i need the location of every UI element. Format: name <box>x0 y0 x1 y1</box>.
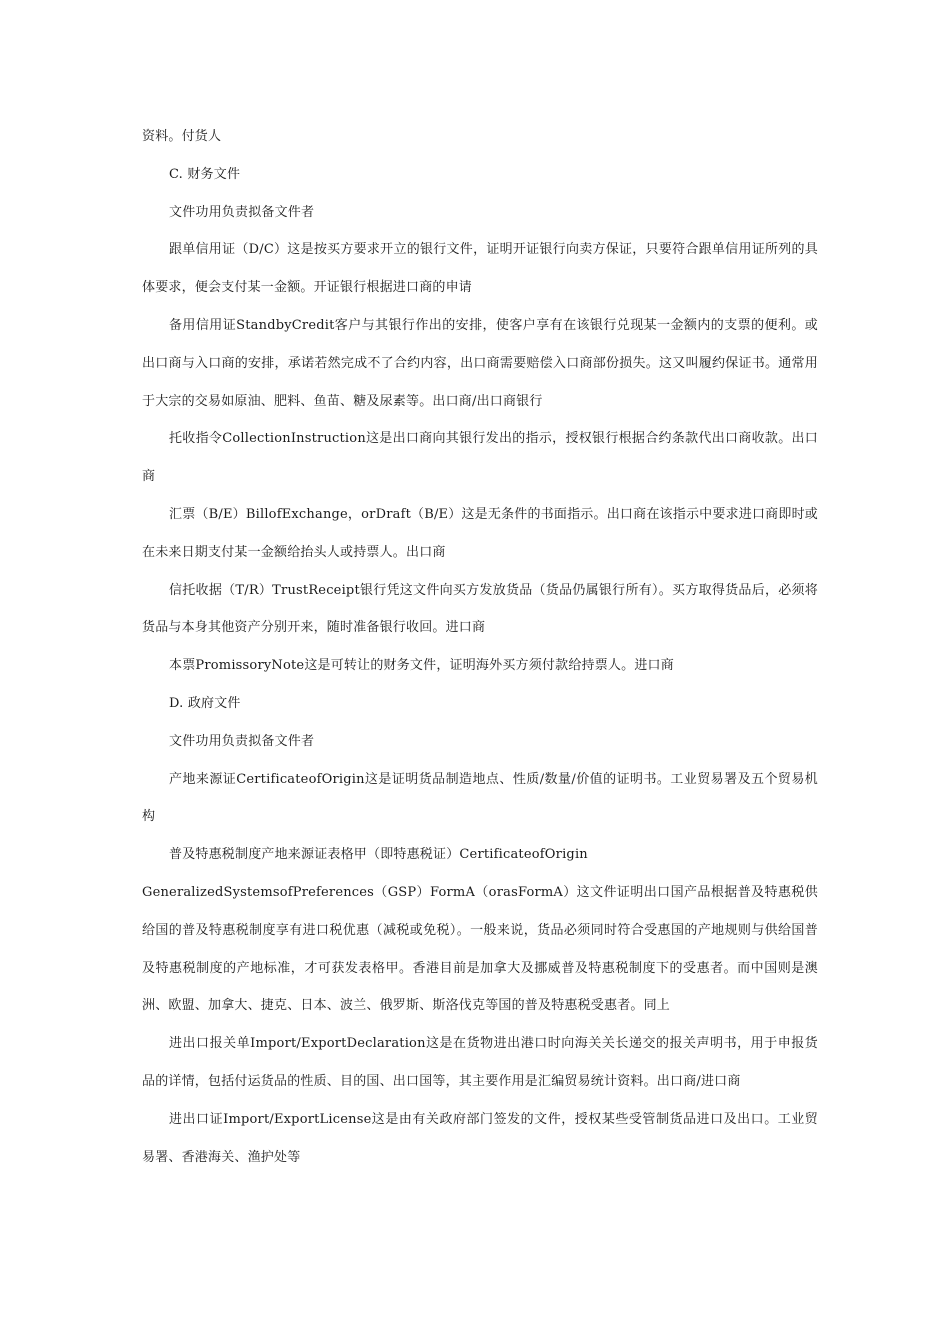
paragraph-documentary-credit: 跟单信用证（D/C）这是按买方要求开立的银行文件，证明开证银行向卖方保证，只要符合跟单信用证所列的具体要求，便会支付某一金额。开证银行根据进口商的申请 <box>142 242 818 296</box>
paragraph-standby-credit: 备用信用证StandbyCredit客户与其银行作出的安排，使客户享有在该银行兑现某一金额内的支票的便利。或出口商与入口商的安排，承诺若然完成不了合约内容，出口商需要赔偿入口商部份损失。这又叫履约保证书。通常用于大宗的交易如原油、肥料、鱼苗、糖及尿素等。出口商/出口商银行 <box>142 317 818 409</box>
paragraph-trust-receipt: 信托收据（T/R）TrustReceipt银行凭这文件向买方发放货品（货品仍属银行所有）。买方取得货品后，必须将货品与本身其他资产分别开来，随时准备银行收回。进口商 <box>142 582 818 636</box>
table-header-government: 文件功用负责拟备文件者 <box>169 733 315 749</box>
paragraph-certificate-of-origin: 产地来源证CertificateofOrigin这是证明货品制造地点、性质/数量/价值的证明书。工业贸易署及五个贸易机构 <box>142 771 818 825</box>
paragraph-import-export-license: 进出口证Import/ExportLicense这是由有关政府部门签发的文件，授权某些受管制货品进口及出口。工业贸易署、香港海关、渔护处等 <box>142 1111 818 1165</box>
paragraph-continuation: 资料。付货人 <box>142 129 222 144</box>
table-header-financial: 文件功用负责拟备文件者 <box>169 204 315 220</box>
paragraph-import-export-declaration: 进出口报关单Import/ExportDeclaration这是在货物进出港口时向海关关长递交的报关声明书，用于申报货品的详情，包括付运货品的性质、目的国、出口国等，其主要作用是汇编贸易统计资料。出口商/进口商 <box>142 1036 818 1089</box>
document-body <box>142 118 818 1176</box>
section-heading-government: D. 政府文件 <box>169 695 241 711</box>
paragraph-bill-of-exchange: 汇票（B/E）BillofExchange，orDraft（B/E）这是无条件的书面指示。出口商在该指示中要求进口商即时或在未来日期支付某一金额给抬头人或持票人。出口商 <box>142 506 818 560</box>
paragraph-gsp-form-a: GeneralizedSystemsofPreferences（GSP）FormA（orasFormA）这文件证明出口国产品根据普及特惠税供给国的普及特惠税制度享有进口税优惠（减税或免税）。一般来说，货品必须同时符合受惠国的产地规则与供给国普及特惠税制度的产地标准，才可获发表格甲。香港目前是加拿大及挪威普及特惠税制度下的受惠者。而中国则是澳洲、欧盟、加拿大、捷克、日本、波兰、俄罗斯、斯洛伐克等国的普及特惠税受惠者。同上 <box>142 884 818 1014</box>
paragraph-gsp-heading: 普及特惠税制度产地来源证表格甲（即特惠税证）CertificateofOrigin <box>169 847 588 863</box>
paragraph-promissory-note: 本票PromissoryNote这是可转让的财务文件，证明海外买方须付款给持票人。进口商 <box>169 658 674 674</box>
paragraph-collection-instruction: 托收指令CollectionInstruction这是出口商向其银行发出的指示，授权银行根据合约条款代出口商收款。出口商 <box>142 431 818 485</box>
section-heading-financial: C. 财务文件 <box>169 166 241 182</box>
